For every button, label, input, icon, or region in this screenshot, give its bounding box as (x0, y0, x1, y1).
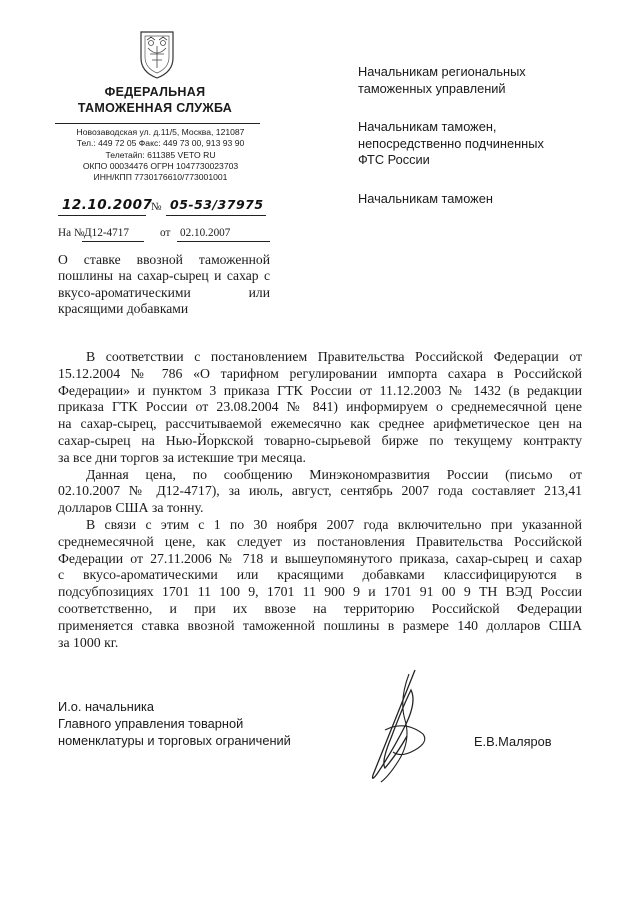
recipient-group (358, 119, 588, 169)
coat-of-arms-icon (137, 28, 177, 80)
subject-line: О ставке ввозной таможенной (58, 252, 270, 267)
body-paragraph-1 (58, 349, 582, 467)
body-line: за все дни торгов за истекшие три месяца. (58, 449, 306, 465)
recipient-line: таможенных управлений (358, 80, 506, 96)
body-line: среднемесячной цене, как следует из постановления Правительства Российской (58, 533, 582, 549)
letter-subject (58, 252, 270, 317)
recipient-line: ФТС России (358, 152, 430, 167)
recipients-block (358, 64, 588, 229)
signer-block (58, 698, 348, 749)
subject-line: красящими добавками (58, 300, 189, 316)
body-line: подсубпозициях 1701 11 100 9, 1701 11 900 9 и 1701 91 00 9 ТН ВЭД России (58, 584, 582, 600)
agency-contacts (58, 127, 263, 183)
registration-date: 12.10.2007 (62, 197, 153, 213)
contact-address: Новозаводская ул. д.11/5, Москва, 121087 (76, 127, 245, 137)
recipient-line: Начальникам региональных (358, 64, 526, 79)
signer-title-line: И.о. начальника (58, 699, 155, 714)
handwritten-signature (345, 650, 465, 790)
body-line: Данная цена, по сообщению Минэкономразвития России (письмо от (86, 466, 582, 482)
body-line: на сахар-сырец, рассчитываемой ежемесячно как среднее арифметическое цен на (58, 416, 582, 432)
subject-line: пошлины на сахар-сырец и сахар с (58, 268, 270, 284)
body-line: Федерации от 27.11.2006 № 718 и вышеупомянутого приказа, сахар-сырец и сахар (58, 550, 582, 566)
agency-name-line2: ТАМОЖЕННАЯ СЛУЖБА (77, 101, 233, 115)
subject-line: вкусо-ароматическими или (58, 284, 270, 300)
body-line: соответственно, и при их ввозе на территорию Российской Федерации (58, 600, 582, 616)
body-line: долларов США за тонну. (58, 500, 204, 516)
body-line: В связи с этим с 1 по 30 ноября 2007 года включительно при указанной (86, 516, 582, 532)
ref-from-label: от (160, 227, 171, 239)
body-paragraph-2 (58, 467, 582, 517)
body-line: приказа ГТК России от 23.08.2004 № 841) информируем о среднемесячной цене (58, 399, 582, 415)
signer-title-line: номенклатуры и торговых ограничений (58, 733, 291, 748)
body-line: сахар-сырец на Нью-Йоркской товарно-сырьевой бирже по текущему контракту (58, 432, 582, 448)
ref-number: Д12-4717 (84, 227, 129, 239)
registration-number: 05-53/37975 (170, 197, 264, 212)
body-paragraph-3 (58, 517, 582, 651)
recipient-group (358, 191, 588, 208)
body-line: 02.10.2007 № Д12-4717), за июль, август, сентябрь 2007 года составляет 213,41 (58, 483, 582, 499)
body-line: применяется ставка ввозной таможенной пошлины в размере 140 долларов США (58, 617, 582, 633)
contact-phone: Тел.: 449 72 05 Факс: 449 73 00, 913 93 90 (76, 138, 245, 149)
body-line: с вкусо-ароматическими или красящими добавками классифицируются в (58, 567, 582, 583)
number-sign: № (151, 201, 162, 213)
agency-name (60, 84, 250, 116)
ref-date: 02.10.2007 (180, 227, 231, 239)
signer-title-line: Главного управления товарной (58, 716, 244, 731)
body-line: В соответствии с постановлением Правительства Российской Федерации от (86, 349, 582, 364)
header-divider (55, 123, 260, 124)
ref-prefix: На № (58, 227, 85, 239)
registration-line (58, 196, 268, 218)
body-line: 15.12.2004 № 786 «О тарифном регулировании импорта сахара в Российской (58, 365, 582, 381)
recipient-group (358, 64, 588, 97)
agency-name-line1: ФЕДЕРАЛЬНАЯ (104, 85, 206, 99)
signer-name: Е.В.Маляров (474, 734, 552, 749)
contact-inn-kpp: ИНН/КПП 7730176610/773001001 (93, 172, 228, 183)
recipient-line: Начальникам таможен, (358, 119, 497, 134)
contact-okpo-ogrn: ОКПО 00034476 ОГРН 1047730023703 (82, 160, 239, 171)
recipient-line: Начальникам таможен (358, 190, 493, 206)
contact-teletype: Телетайп: 611385 VETO RU (105, 149, 216, 160)
body-line: за 1000 кг. (58, 634, 119, 650)
recipient-line: непосредственно подчиненных (358, 135, 544, 151)
letter-body (58, 349, 582, 651)
reference-line (55, 227, 270, 243)
body-line: Федерации» и пунктом 3 приказа ГТК России от 11.12.2003 № 1432 (в редакции (58, 382, 582, 398)
